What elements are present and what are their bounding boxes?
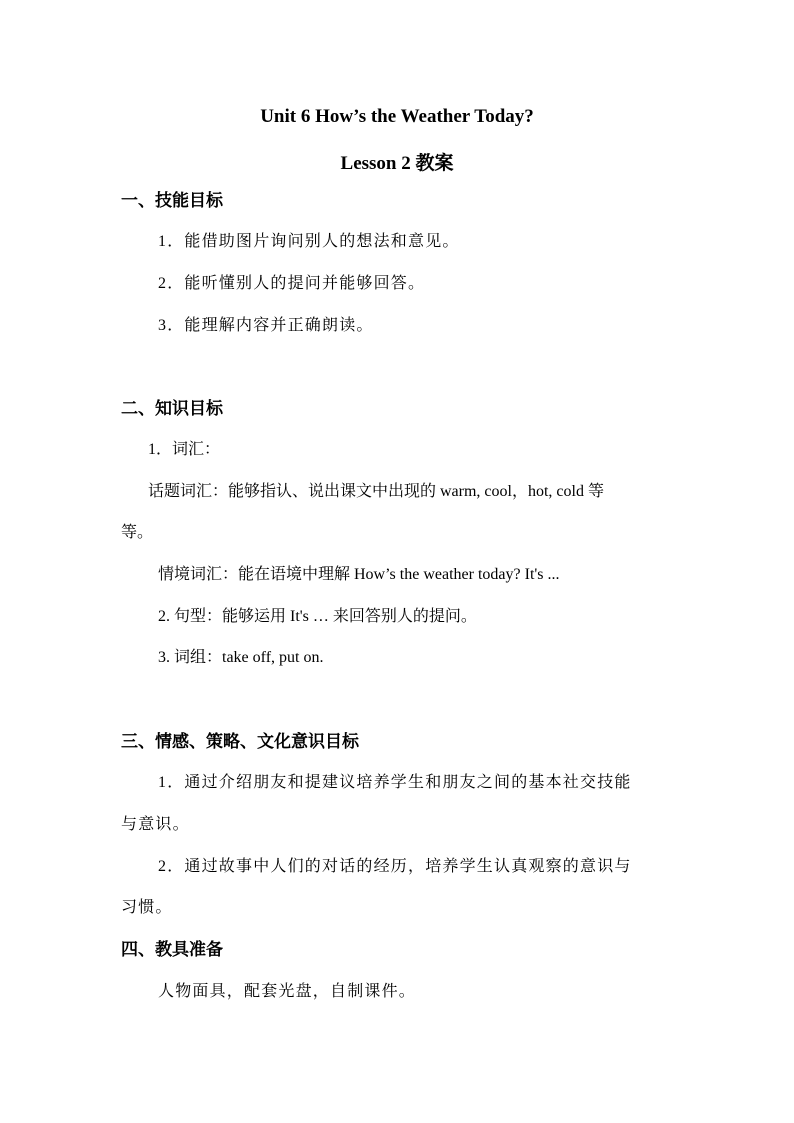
section-heading-affective: 三、情感、策略、文化意识目标 bbox=[121, 732, 359, 751]
skill-item: 3．能理解内容并正确朗读。 bbox=[158, 317, 374, 334]
skill-item: 2．能听懂别人的提问并能够回答。 bbox=[158, 275, 426, 292]
context-vocab-line: 情境词汇：能在语境中理解 How’s the weather today? It's ... bbox=[158, 566, 560, 583]
section-heading-materials: 四、教具准备 bbox=[121, 940, 223, 959]
vocab-label: 1．词汇： bbox=[148, 441, 221, 458]
phrases-line: 3. 词组：take off, put on. bbox=[158, 649, 324, 666]
affective-item-line: 2．通过故事中人们的对话的经历，培养学生认真观察的意识与 bbox=[158, 858, 632, 875]
section-heading-skills: 一、技能目标 bbox=[121, 191, 223, 210]
topic-vocab-line: 等。 bbox=[121, 524, 154, 541]
sentence-pattern-line: 2. 句型：能够运用 It's … 来回答别人的提问。 bbox=[158, 608, 477, 625]
section-heading-knowledge: 二、知识目标 bbox=[121, 399, 223, 418]
topic-vocab-line: 话题词汇：能够指认、说出课文中出现的 warm, cool，hot, cold 等 bbox=[148, 483, 604, 500]
affective-item-line: 习惯。 bbox=[121, 899, 173, 916]
document-subtitle: Lesson 2 教案 bbox=[340, 153, 454, 174]
document-title: Unit 6 How’s the Weather Today? bbox=[260, 106, 534, 127]
materials-line: 人物面具，配套光盘，自制课件。 bbox=[158, 983, 417, 1000]
affective-item-line: 1．通过介绍朋友和提建议培养学生和朋友之间的基本社交技能 bbox=[158, 774, 632, 791]
affective-item-line: 与意识。 bbox=[121, 816, 190, 833]
skill-item: 1．能借助图片询问别人的想法和意见。 bbox=[158, 233, 460, 250]
